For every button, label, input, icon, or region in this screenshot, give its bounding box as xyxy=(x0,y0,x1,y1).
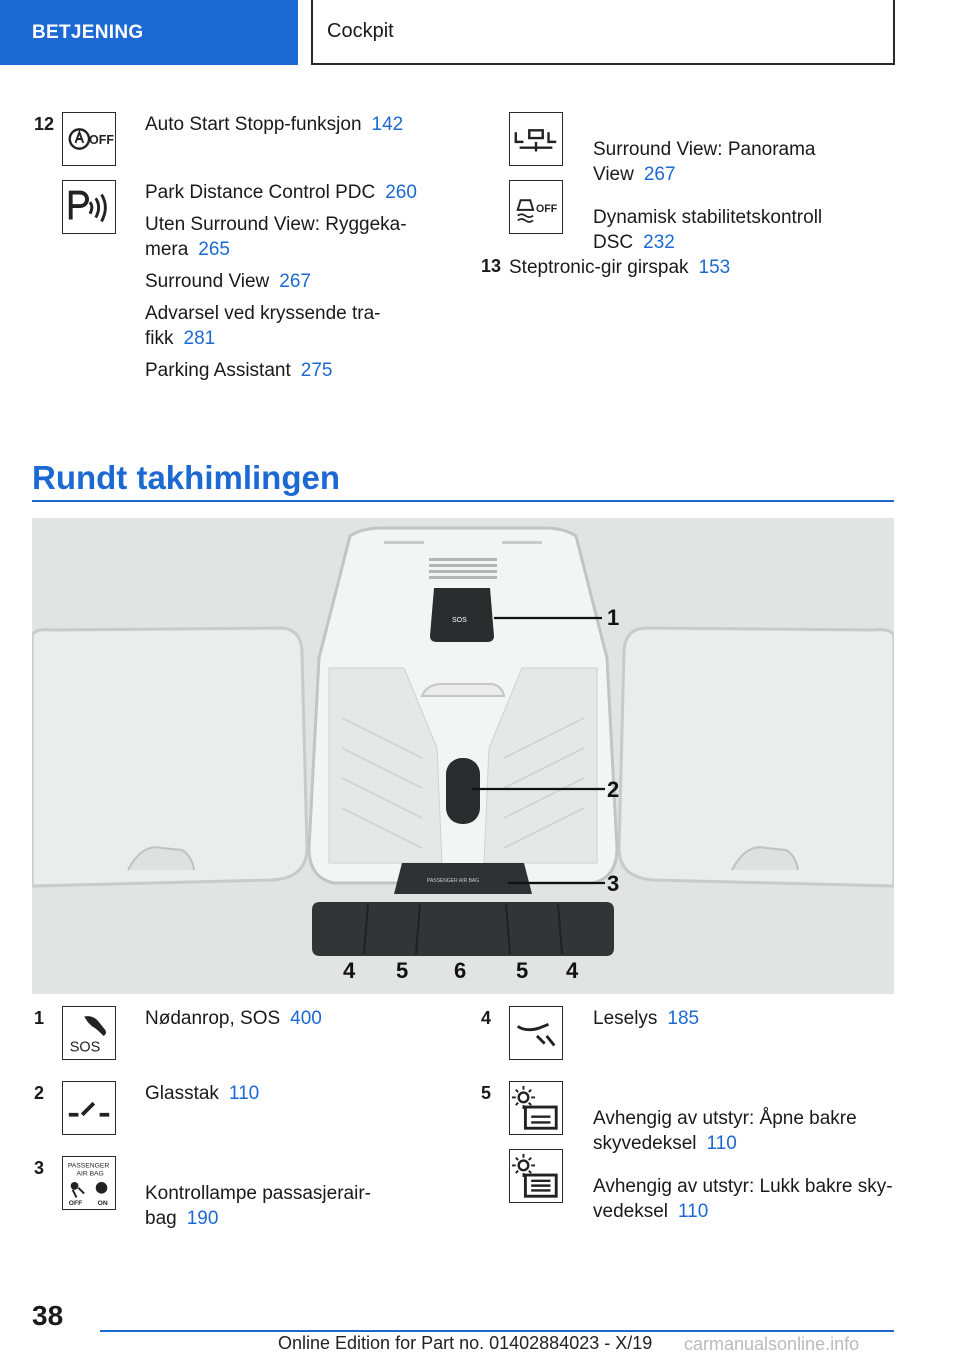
auto-start-stop-off-icon xyxy=(62,112,116,166)
park-distance-control-icon xyxy=(62,180,116,234)
page-ref-link[interactable]: 110 xyxy=(228,1083,260,1104)
entry-text: Advarsel ved kryssende tra- fikk xyxy=(145,303,381,349)
entry-reading-light xyxy=(593,1006,893,1031)
sos-text: SOS xyxy=(69,1039,101,1056)
callout-2: 2 xyxy=(607,777,620,802)
reading-light-icon xyxy=(509,1006,563,1060)
surround-view-panorama-icon xyxy=(509,112,563,166)
entry-text: Park Distance Control PDC xyxy=(145,182,376,203)
entry-dsc xyxy=(593,180,893,255)
entry-auto-start-stop xyxy=(145,112,445,137)
entry-text: Auto Start Stopp-funksjon xyxy=(145,114,362,135)
passenger-airbag-lamp-icon xyxy=(62,1156,116,1210)
entry-text: Glasstak xyxy=(145,1083,219,1104)
off-text: OFF xyxy=(536,202,558,215)
callout-1: 1 xyxy=(607,605,620,630)
label-4-left: 4 xyxy=(343,958,356,983)
entry-airbag-lamp xyxy=(145,1156,445,1231)
label-6: 6 xyxy=(454,958,467,983)
page-ref-link[interactable]: 281 xyxy=(183,328,216,349)
chapter-label: Cockpit xyxy=(327,20,394,42)
entry-text: Steptronic-gir girspak xyxy=(509,257,689,278)
entry-sunblind-open xyxy=(593,1081,913,1156)
airbag-text: AIR BAG xyxy=(76,1170,104,1178)
page-ref-link[interactable]: 232 xyxy=(643,232,675,253)
entry-steptronic xyxy=(509,255,809,280)
callout-3: 3 xyxy=(607,871,620,896)
section-title: Rundt takhimlingen xyxy=(32,459,340,496)
passenger-text: PASSENGER xyxy=(67,1162,110,1170)
entry-glass-roof xyxy=(145,1081,445,1106)
page-ref-link[interactable]: 110 xyxy=(706,1133,737,1154)
entry-text: Uten Surround View: Ryggeka- mera xyxy=(145,214,407,260)
photo-airbag-label: PASSENGER AIR BAG xyxy=(427,878,480,884)
page-ref-link[interactable]: 260 xyxy=(385,182,417,203)
label-4-right: 4 xyxy=(566,958,579,983)
entry-text: Surround View: Panorama View xyxy=(593,139,816,185)
entry-sunblind-close xyxy=(593,1149,913,1224)
page-ref-link[interactable]: 400 xyxy=(290,1008,322,1029)
roof-console-photo xyxy=(32,518,894,994)
entry-text: Kontrollampe passasjerair- bag xyxy=(145,1183,371,1229)
section-title-rule xyxy=(32,500,894,502)
page-ref-link[interactable]: 275 xyxy=(300,360,333,381)
on-small-text: ON xyxy=(97,1200,108,1208)
entry-surround-view xyxy=(593,112,893,187)
item-number-12: 12 xyxy=(34,114,55,134)
photo-sos-label: SOS xyxy=(452,617,467,624)
entry-text: Dynamisk stabilitetskontroll DSC xyxy=(593,207,823,253)
page-number: 38 xyxy=(32,1300,64,1331)
page-ref-link[interactable]: 153 xyxy=(698,257,731,278)
page-ref-link[interactable]: 142 xyxy=(371,114,404,135)
entry-text: Nødanrop, SOS xyxy=(145,1008,281,1029)
page-ref-link[interactable]: 185 xyxy=(667,1008,700,1029)
glass-roof-icon xyxy=(62,1081,116,1135)
item-number-3: 3 xyxy=(34,1158,45,1178)
entry-emergency-call xyxy=(145,1006,445,1031)
entry-text: Surround View xyxy=(145,271,270,292)
item-number-5: 5 xyxy=(481,1083,492,1103)
off-text: OFF xyxy=(89,132,114,147)
entry-park-distance xyxy=(145,180,445,383)
entry-text: Parking Assistant xyxy=(145,360,291,381)
watermark: carmanualsonline.info xyxy=(684,1334,860,1354)
item-number-2: 2 xyxy=(34,1083,45,1103)
item-number-4: 4 xyxy=(481,1008,492,1028)
page-ref-link[interactable]: 267 xyxy=(643,164,676,185)
label-5-left: 5 xyxy=(396,958,409,983)
chapter-tab xyxy=(311,0,895,65)
footer-edition: Online Edition for Part no. 01402884023 - X/19 xyxy=(278,1333,653,1353)
page-ref-link[interactable]: 110 xyxy=(678,1201,709,1222)
page-ref-link[interactable]: 267 xyxy=(279,271,311,292)
label-5-right: 5 xyxy=(516,958,529,983)
page-ref-link[interactable]: 265 xyxy=(198,239,230,260)
page-ref-link[interactable]: 190 xyxy=(186,1208,219,1229)
entry-text: Leselys xyxy=(593,1008,658,1029)
section-tab xyxy=(0,0,298,65)
item-number-13: 13 xyxy=(481,256,502,276)
footer-rule xyxy=(100,1330,894,1332)
item-number-1: 1 xyxy=(34,1008,45,1028)
off-small-text: OFF xyxy=(68,1200,83,1208)
entry-text: Avhengig av utstyr: Lukk bakre sky- vedeksel xyxy=(593,1176,893,1222)
dsc-off-icon xyxy=(509,180,563,234)
sos-call-icon xyxy=(62,1006,116,1060)
section-label: BETJENING xyxy=(32,21,144,43)
entry-text: Avhengig av utstyr: Åpne bakre skyvedeksel xyxy=(593,1108,857,1154)
rear-sunblind-close-icon xyxy=(509,1149,563,1203)
rear-sunblind-open-icon xyxy=(509,1081,563,1135)
